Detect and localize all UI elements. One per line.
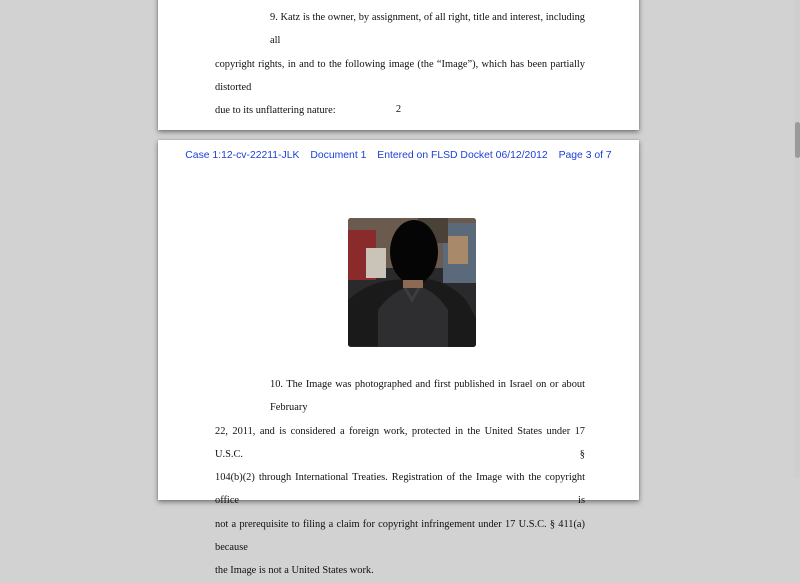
document-number: Document 1 (310, 150, 367, 161)
disputed-image-photo (348, 218, 476, 347)
page-number: 2 (395, 104, 402, 115)
paragraph-line: not a prerequisite to filing a claim for copyright infringement under 17 U.S.C. § 411(a) because (215, 518, 585, 554)
paragraph-line: 104(b)(2) through International Treaties. Registration of the Image with the copyright office is (215, 472, 585, 507)
document-page-2 (158, 0, 639, 130)
paragraph-line: copyright rights, in and to the following image (the “Image”), which has been partially distorted (215, 58, 585, 93)
docket-entry: Entered on FLSD Docket 06/12/2012 (377, 150, 548, 161)
paragraph-line: 9. Katz is the owner, by assignment, of all right, title and interest, including all (270, 12, 585, 47)
court-filing-header (158, 150, 639, 161)
case-number: Case 1:12-cv-22211-JLK (185, 150, 300, 161)
page-count: Page 3 of 7 (558, 150, 612, 161)
vertical-scrollbar[interactable] (794, 0, 800, 478)
paragraph-line: 22, 2011, and is considered a foreign work, protected in the United States under 17 U.S.C. § (215, 425, 585, 460)
paragraph-line: 10. The Image was photographed and first published in Israel on or about February (270, 379, 585, 414)
document-page-3 (158, 140, 639, 577)
photo-illustration (348, 218, 476, 347)
scrollbar-thumb[interactable] (795, 122, 800, 158)
paragraph-line: due to its unflattering nature: (215, 105, 336, 117)
paragraph-line: the Image is not a United States work. (215, 565, 374, 577)
